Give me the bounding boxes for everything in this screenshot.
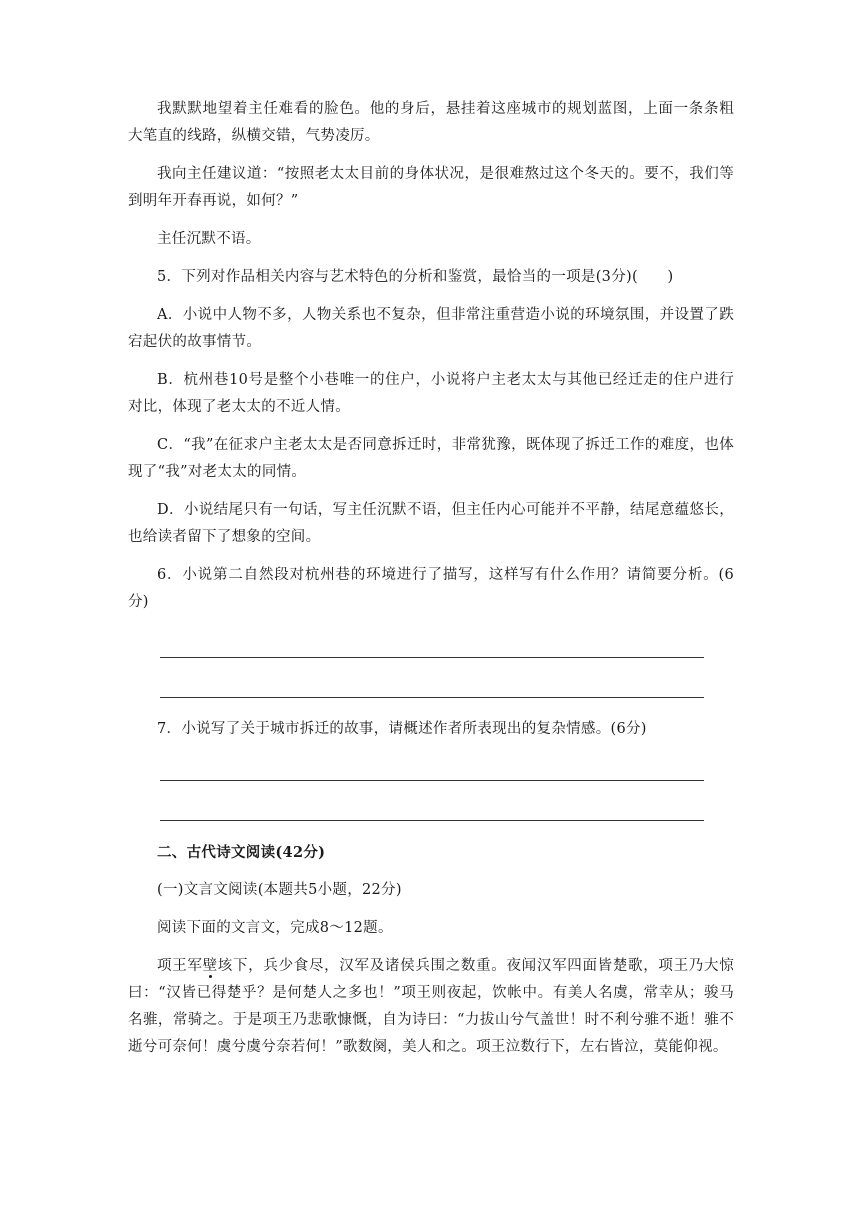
- question-5-option-b: B．杭州巷10号是整个小巷唯一的住户，小说将户主老太太与其他已经迁走的住户进行对比，体现了老太太的不近人情。: [128, 372, 734, 415]
- story-paragraph-2: 我向主任建议道：“按照老太太目前的身体状况，是很难熬过这个冬天的。要不，我们等到明年开春再说，如何？”: [128, 166, 734, 209]
- question-5-option-a: A．小说中人物不多，人物关系也不复杂，但非常注重营造小说的环境氛围，并设置了跌宕起伏的故事情节。: [128, 307, 734, 350]
- emphasis-dot-char: 壁: [202, 958, 218, 974]
- question-5-option-d: D．小说结尾只有一句话，写主任沉默不语，但主任内心可能并不平静，结尾意蕴悠长，也给读者留下了想象的空间。: [128, 502, 734, 545]
- passage-text-rest: 垓下，兵少食尽，汉军及诸侯兵围之数重。夜闻汉军四面皆楚歌，项王乃大惊曰：“汉皆已得楚乎？是何楚人之多也！”项王则夜起，饮帐中。有美人名虞，常幸从；骏马名骓，常骑之。于是项王乃悲歌慷慨，自为诗曰：“力拔山兮气盖世！时不利兮骓不逝！骓不逝兮可奈何！虞兮虞兮奈若何！”歌数阕，美人和之。项王泣数行下，左右皆泣，莫能仰视。: [128, 958, 734, 1055]
- document-page: [128, 96, 734, 1061]
- section-2-instruction: 阅读下面的文言文，完成8～12题。: [157, 920, 393, 936]
- question-5-option-c: C．“我”在征求户主老太太是否同意拆迁时，非常犹豫，既体现了拆迁工作的难度，也体现了“我”对老太太的同情。: [128, 437, 734, 480]
- section-2-title: 二、古代诗文阅读(42分): [157, 844, 326, 861]
- question-7-stem: 7．小说写了关于城市拆迁的故事，请概述作者所表现出的复杂情感。(6分): [157, 721, 647, 737]
- passage-text-start: 项王军: [157, 958, 203, 974]
- classical-passage: [128, 953, 734, 1061]
- question-6-stem: 6．小说第二自然段对杭州巷的环境进行了描写，这样写有什么作用？请简要分析。(6分): [128, 567, 734, 610]
- section-2-subtitle: (一)文言文阅读(本题共5小题，22分): [157, 882, 402, 898]
- story-paragraph-1: 我默默地望着主任难看的脸色。他的身后，悬挂着这座城市的规划蓝图，上面一条条粗大笔直的线路，纵横交错，气势凌厉。: [128, 101, 734, 144]
- question-5-stem: 5．下列对作品相关内容与艺术特色的分析和鉴赏，最恰当的一项是(3分)( ): [157, 269, 674, 285]
- story-paragraph-3: 主任沉默不语。: [157, 231, 261, 247]
